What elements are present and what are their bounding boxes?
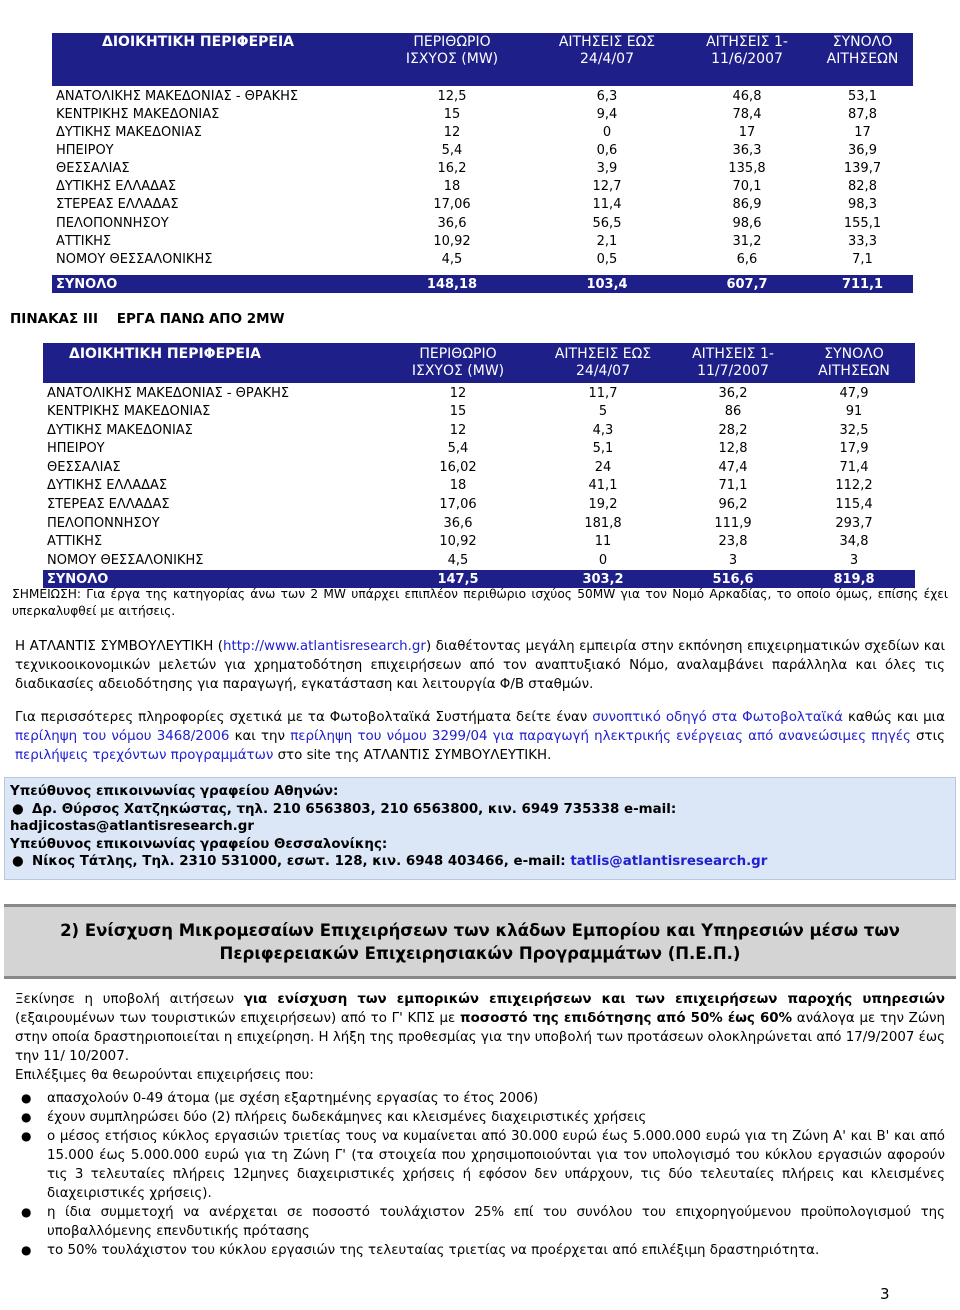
until-cell: 5 — [598, 404, 608, 420]
table-row — [52, 232, 913, 250]
table-row — [43, 403, 915, 421]
eligibility-item: ● απασχολούν 0-49 άτομα (με σχέση εξαρτημένης εργασίας το έτος 2006) — [15, 1089, 945, 1108]
margin-cell: 12 — [449, 422, 467, 438]
total-cell: 711,1 — [841, 276, 884, 292]
period-cell: 516,6 — [712, 571, 754, 587]
total-cell: 36,9 — [848, 142, 877, 158]
period-cell: 98,6 — [732, 215, 762, 231]
eligibility-item: ● η ίδια συμμετοχή να ανέρχεται σε ποσοστό τουλάχιστον 25% επί του συνόλου του επιχορηγούμενου προϋπολογισμού της υποβαλλόμενης επενδυτικής πρότασης — [15, 1203, 945, 1241]
header-applications-period: ΑΙΤΗΣΕΙΣ 1- 11/6/2007 — [706, 34, 788, 67]
margin-cell: 12,5 — [437, 88, 467, 104]
table-2-header-row — [43, 346, 915, 382]
region-cell: ΣΤΕΡΕΑΣ ΕΛΛΑΔΑΣ — [56, 197, 179, 213]
margin-cell: 18 — [449, 478, 467, 494]
current-programs-link[interactable]: περιλήψεις τρεχόντων προγραμμάτων — [15, 748, 274, 763]
margin-cell: 5,4 — [447, 441, 469, 457]
until-cell: 2,1 — [596, 233, 618, 249]
until-cell: 4,3 — [592, 422, 614, 438]
period-cell: 6,6 — [736, 251, 758, 267]
thessaloniki-email-link[interactable]: tatlis@atlantisresearch.gr — [570, 854, 768, 869]
until-cell: 5,1 — [592, 441, 614, 457]
total-cell: 293,7 — [835, 515, 873, 531]
region-cell: ΑΝΑΤΟΛΙΚΗΣ ΜΑΚΕΔΟΝΙΑΣ - ΘΡΑΚΗΣ — [47, 385, 290, 401]
intro-block — [0, 637, 960, 694]
table-row — [43, 532, 915, 550]
law-3299-summary-link[interactable]: περίληψη του νόμου 3299/04 για παραγωγή ηλεκτρικής ενέργειας από ανανεώσιμες πηγές — [290, 729, 911, 744]
athens-contact-title: Υπεύθυνος επικοινωνίας γραφείου Αθηνών: — [10, 784, 339, 799]
margin-cell: 10,92 — [439, 534, 477, 550]
header-applications-until: ΑΙΤΗΣΕΙΣ ΕΩΣ 24/4/07 — [554, 346, 652, 379]
section-2-title: 2) Ενίσχυση Μικρομεσαίων Επιχειρήσεων των κλάδων Εμπορίου και Υπηρεσιών μέσω των Περιφερειακών Επιχειρησιακών Προγραμμάτων (Π.Ε.Π.) — [60, 920, 900, 963]
bullet-icon: ● — [12, 854, 24, 869]
more-info-block — [0, 708, 960, 765]
total-cell: 33,3 — [848, 233, 877, 249]
page-number: 3 — [880, 1285, 890, 1303]
athens-contact-person: ● Δρ. Θύρσος Χατζηκώστας, τηλ. 210 6563803, 210 6563800, κιν. 6949 735338 e-mail: — [12, 801, 677, 817]
table-row — [52, 123, 913, 141]
eligibility-list — [15, 1089, 945, 1260]
total-cell: 82,8 — [848, 179, 877, 195]
header-margin: ΠΕΡΙΘΩΡΙΟ ΙΣΧΥΟΣ (MW) — [405, 34, 499, 67]
atlantis-website-link[interactable]: http://www.atlantisresearch.gr — [223, 639, 426, 654]
intro-text: Η ΑΤΛΑΝΤΙΣ ΣΥΜΒΟΥΛΕΥΤΙΚΗ (http://www.atlantisresearch.gr) διαθέτοντας μεγάλη εμπειρία στην εκπόνηση επιχειρηματικών σχεδίων και τεχνικοοικονομικών μελετών για χρηματοδότηση επιχειρήσεων από τον αναπτυξιακό Νόμο, αναλαμβάνει παράλληλα και όλες τις διαδικασίες αδειοδότησης για παραγωγή, εγκατάσταση και λειτουργία Φ/Β σταθμών. — [15, 639, 945, 692]
table-row — [43, 458, 915, 476]
section-2-header — [4, 904, 956, 979]
period-cell: 96,2 — [718, 496, 748, 512]
until-cell: 181,8 — [584, 515, 622, 531]
more-info-text: Για περισσότερες πληροφορίες σχετικά με τα Φωτοβολταϊκά Συστήματα δείτε έναν συνοπτικό οδηγό στα Φωτοβολταϊκά καθώς και μια περίληψη του νόμου 3468/2006 και την περίληψη του νόμου 3299/04 για παραγωγή ηλεκτρικής ενέργειας από ανανεώσιμες πηγές στις περιλήψεις τρεχόντων προγραμμάτων στο site της ΑΤΛΑΝΤΙΣ ΣΥΜΒΟΥΛΕΥΤΙΚΗ. — [15, 710, 945, 763]
margin-cell: 10,92 — [433, 233, 471, 249]
until-cell: 103,4 — [586, 276, 628, 292]
table-2-title: ΠΙΝΑΚΑΣ ΙΙΙ ΕΡΓΑ ΠΑΝΩ ΑΠΟ 2MW — [10, 311, 285, 327]
period-cell: 23,8 — [718, 534, 748, 550]
region-cell: ΘΕΣΣΑΛΙΑΣ — [56, 161, 130, 177]
total-row — [52, 275, 913, 293]
total-cell: 17,9 — [839, 441, 869, 457]
until-cell: 9,4 — [596, 106, 618, 122]
period-cell: 71,1 — [718, 478, 748, 494]
region-cell: ΣΥΝΟΛΟ — [47, 571, 109, 587]
period-cell: 607,7 — [726, 276, 768, 292]
until-cell: 0,5 — [596, 251, 618, 267]
eligibility-item: ● ο μέσος ετήσιος κύκλος εργασιών τριετίας τους να κυμαίνεται από 30.000 ευρώ έως 5.000.000 ευρώ για τη Ζώνη Α' και Β' και από 15.000 έως 5.000.000 ευρώ για τη Ζώνη Γ' (τα στοιχεία που χρησιμοποιούνται για τον υπολογισμό του κύκλου εργασιών αφορούν τις 3 τελευταίες πλήρεις 12μηνες διαχειριστικές χρήσεις ή εφόσον δεν υπάρχουν, τις δύο τελευταίες πλήρεις και κλεισμένες διαχειριστικές χρήσεις). — [15, 1127, 945, 1203]
until-cell: 303,2 — [582, 571, 624, 587]
margin-cell: 36,6 — [437, 215, 467, 231]
margin-cell: 15 — [449, 404, 467, 420]
until-cell: 24 — [594, 459, 612, 475]
header-applications-until: ΑΙΤΗΣΕΙΣ ΕΩΣ 24/4/07 — [558, 34, 656, 67]
region-cell: ΑΝΑΤΟΛΙΚΗΣ ΜΑΚΕΔΟΝΙΑΣ - ΘΡΑΚΗΣ — [56, 88, 299, 104]
period-cell: 47,4 — [718, 459, 748, 475]
margin-cell: 148,18 — [426, 276, 478, 292]
total-cell: 71,4 — [839, 459, 869, 475]
region-cell: ΔΥΤΙΚΗΣ ΕΛΛΑΔΑΣ — [56, 179, 177, 195]
athens-contact-email[interactable]: hadjicostas@atlantisresearch.gr — [10, 819, 254, 834]
total-cell: 91 — [845, 404, 863, 420]
margin-cell: 16,02 — [439, 459, 477, 475]
header-region: ΔΙΟΙΚΗΤΙΚΗ ΠΕΡΙΦΕΡΕΙΑ — [102, 34, 295, 50]
note-text: ΣΗΜΕΙΩΣΗ: Για έργα της κατηγορίας άνω των 2 MW υπάρχει επιπλέον περιθώριο ισχύος 50MW για τον Νομό Αρκαδίας, το οποίο όμως, επίσης έχει υπερκαλυφθεί με αιτήσεις. — [12, 587, 948, 618]
table-row — [52, 105, 913, 123]
period-cell: 12,8 — [718, 441, 748, 457]
contact-text — [0, 783, 960, 871]
total-cell: 7,1 — [852, 251, 873, 267]
thessaloniki-contact-title: Υπεύθυνος επικοινωνίας γραφείου Θεσσαλονίκης: — [10, 836, 388, 852]
header-margin: ΠΕΡΙΘΩΡΙΟ ΙΣΧΥΟΣ (MW) — [411, 346, 505, 379]
margin-cell: 4,5 — [447, 552, 469, 568]
eligibility-item: ● έχουν συμπληρώσει δύο (2) πλήρεις δωδεκάμηνες και κλεισμένες διαχειριστικές χρήσεις — [15, 1108, 945, 1127]
total-cell: 98,3 — [848, 197, 877, 213]
margin-cell: 17,06 — [439, 496, 477, 512]
region-cell: ΣΤΕΡΕΑΣ ΕΛΛΑΔΑΣ — [47, 496, 170, 512]
period-cell: 17 — [738, 124, 756, 140]
margin-cell: 17,06 — [433, 197, 471, 213]
total-cell: 155,1 — [843, 215, 882, 231]
margin-cell: 16,2 — [437, 161, 467, 177]
period-cell: 36,2 — [718, 385, 748, 401]
margin-cell: 15 — [443, 106, 461, 122]
table-row — [52, 178, 913, 196]
table-row — [52, 250, 913, 268]
region-cell: ΑΤΤΙΚΗΣ — [47, 534, 103, 550]
period-cell: 31,2 — [732, 233, 762, 249]
table-row — [52, 87, 913, 105]
until-cell: 0 — [602, 124, 612, 140]
region-cell: ΗΠΕΙΡΟΥ — [47, 441, 105, 457]
period-cell: 36,3 — [732, 142, 762, 158]
margin-cell: 18 — [443, 179, 461, 195]
period-cell: 111,9 — [714, 515, 752, 531]
period-cell: 28,2 — [718, 422, 748, 438]
until-cell: 41,1 — [588, 478, 618, 494]
table-row — [43, 551, 915, 569]
total-cell: 112,2 — [835, 478, 873, 494]
table-row — [52, 196, 913, 214]
table-1-header-row — [52, 34, 913, 86]
total-cell: 17 — [854, 124, 871, 140]
table-row — [43, 477, 915, 495]
total-cell: 115,4 — [835, 496, 873, 512]
region-cell: ΔΥΤΙΚΗΣ ΜΑΚΕΔΟΝΙΑΣ — [56, 124, 202, 140]
region-cell: ΚΕΝΤΡΙΚΗΣ ΜΑΚΕΔΟΝΙΑΣ — [56, 106, 220, 122]
table-row — [43, 440, 915, 458]
section-2-intro: Ξεκίνησε η υποβολή αιτήσεων για ενίσχυση των εμπορικών επιχειρήσεων και των επιχειρήσεων παροχής υπηρεσιών (εξαιρουμένων των τουριστικών επιχειρήσεων) από το Γ' ΚΠΣ με ποσοστό της επιδότησης από 50% έως 60% ανάλογα με την Ζώνη στην οποία δραστηριοποιείται η επιχείρηση. Η λήξη της προθεσμίας για την υποβολή των προτάσεων ολοκληρώνεται από 17/9/2007 έως την 11/ 10/2007. — [15, 992, 945, 1064]
header-applications-period: ΑΙΤΗΣΕΙΣ 1-11/7/2007 — [692, 346, 774, 379]
header-region: ΔΙΟΙΚΗΤΙΚΗ ΠΕΡΙΦΕΡΕΙΑ — [69, 346, 262, 362]
region-cell: ΝΟΜΟΥ ΘΕΣΣΑΛΟΝΙΚΗΣ — [47, 552, 204, 568]
margin-cell: 12 — [449, 385, 467, 401]
until-cell: 19,2 — [588, 496, 618, 512]
total-cell: 139,7 — [843, 161, 882, 177]
total-cell: 53,1 — [848, 88, 877, 104]
total-cell: 3 — [849, 552, 859, 568]
until-cell: 3,9 — [596, 161, 618, 177]
margin-cell: 12 — [443, 124, 461, 140]
pv-guide-link[interactable]: συνοπτικό οδηγό στα Φωτοβολταϊκά — [592, 710, 843, 725]
section-2-eligibility: Επιλέξιμες θα θεωρούνται επιχειρήσεις που: — [15, 1068, 314, 1083]
period-cell: 86 — [724, 404, 742, 420]
total-cell: 47,9 — [839, 385, 869, 401]
region-cell: ΔΥΤΙΚΗΣ ΜΑΚΕΔΟΝΙΑΣ — [47, 422, 193, 438]
period-cell: 46,8 — [732, 88, 762, 104]
bullet-icon: ● — [12, 801, 24, 817]
total-cell: 87,8 — [848, 106, 877, 122]
period-cell: 135,8 — [728, 161, 766, 177]
table-row — [43, 514, 915, 532]
header-total: ΣΥΝΟΛΟ ΑΙΤΗΣΕΩΝ — [826, 34, 899, 67]
region-cell: ΑΤΤΙΚΗΣ — [56, 233, 112, 249]
region-cell: ΗΠΕΙΡΟΥ — [56, 142, 114, 158]
region-cell: ΝΟΜΟΥ ΘΕΣΣΑΛΟΝΙΚΗΣ — [56, 251, 213, 267]
region-cell: ΔΥΤΙΚΗΣ ΕΛΛΑΔΑΣ — [47, 478, 168, 494]
region-cell: ΘΕΣΣΑΛΙΑΣ — [47, 459, 121, 475]
period-cell: 78,4 — [732, 106, 762, 122]
region-cell: ΠΕΛΟΠΟΝΝΗΣΟΥ — [56, 215, 169, 231]
margin-cell: 147,5 — [437, 571, 479, 587]
period-cell: 70,1 — [732, 179, 762, 195]
until-cell: 12,7 — [592, 179, 622, 195]
until-cell: 11,4 — [592, 197, 622, 213]
table-row — [43, 384, 915, 402]
table-row — [43, 421, 915, 439]
thessaloniki-contact-person: ● Νίκος Τάτλης, Τηλ. 2310 531000, εσωτ. 128, κιν. 6948 403466, e-mail: tatlis@atlantisresearch.gr — [12, 854, 768, 869]
until-cell: 56,5 — [592, 215, 622, 231]
table-row — [52, 214, 913, 232]
note-block — [0, 586, 960, 620]
table-row — [52, 160, 913, 178]
table-row — [52, 141, 913, 159]
total-cell: 819,8 — [833, 571, 875, 587]
total-cell: 34,8 — [839, 534, 869, 550]
header-total: ΣΥΝΟΛΟ ΑΙΤΗΣΕΩΝ — [818, 346, 890, 379]
margin-cell: 36,6 — [443, 515, 473, 531]
region-cell: ΚΕΝΤΡΙΚΗΣ ΜΑΚΕΔΟΝΙΑΣ — [47, 404, 211, 420]
until-cell: 11,7 — [588, 385, 618, 401]
until-cell: 11 — [594, 534, 612, 550]
law-3468-summary-link[interactable]: περίληψη του νόμου 3468/2006 — [15, 729, 230, 744]
until-cell: 0 — [598, 552, 608, 568]
region-cell: ΣΥΝΟΛΟ — [56, 276, 118, 292]
total-cell: 32,5 — [839, 422, 869, 438]
table-row — [43, 495, 915, 513]
region-cell: ΠΕΛΟΠΟΝΝΗΣΟΥ — [47, 515, 160, 531]
eligibility-item: ● το 50% τουλάχιστον του κύκλου εργασιών της τελευταίας τριετίας να προέρχεται από επιλέξιμη δραστηριότητα. — [15, 1241, 945, 1260]
margin-cell: 5,4 — [441, 142, 463, 158]
until-cell: 0,6 — [596, 142, 618, 158]
margin-cell: 4,5 — [441, 251, 463, 267]
section-2-body — [0, 990, 960, 1260]
period-cell: 3 — [728, 552, 738, 568]
until-cell: 6,3 — [596, 88, 618, 104]
period-cell: 86,9 — [732, 197, 762, 213]
